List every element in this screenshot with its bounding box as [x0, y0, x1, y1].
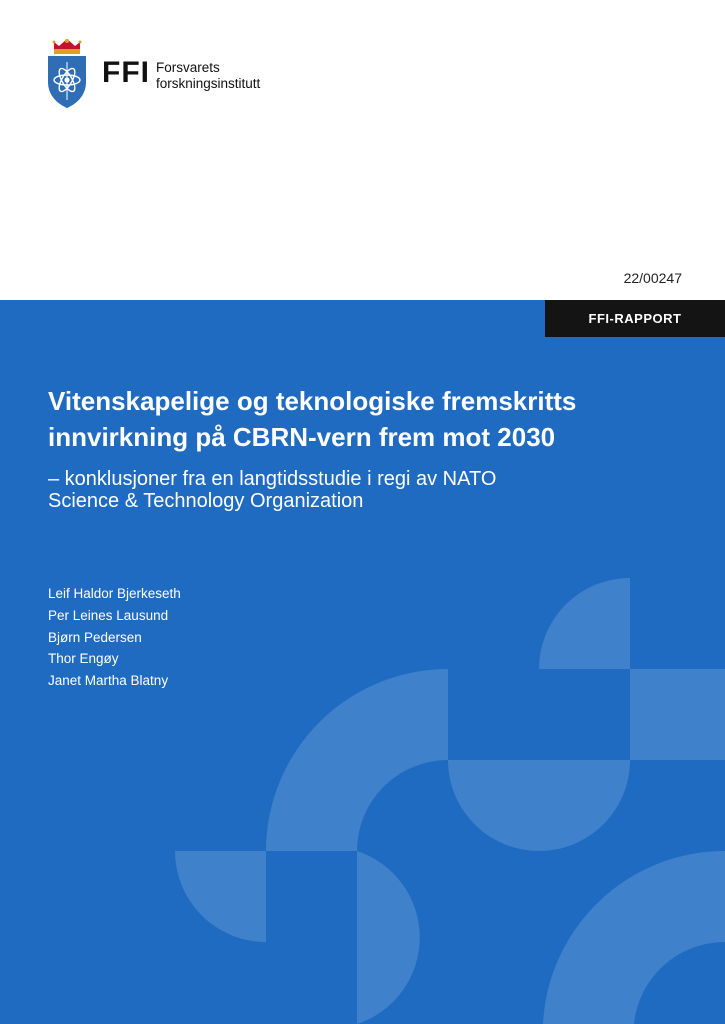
report-title-line2: innvirkning på CBRN-vern frem mot 2030 — [48, 422, 556, 452]
page-header — [0, 0, 725, 300]
report-title — [48, 383, 688, 455]
cover-panel — [0, 300, 725, 1024]
institute-name-line1: Forsvarets — [156, 60, 220, 75]
author-name: Leif Haldor Bjerkeseth — [48, 586, 181, 601]
author-name: Bjørn Pedersen — [48, 629, 142, 645]
institute-name-line2: forskningsinstitutt — [156, 76, 261, 91]
report-subtitle-line1: – konklusjoner fra en langtidsstudie i regi av NATO — [48, 468, 497, 490]
ffi-crest-icon — [46, 38, 88, 110]
author-list — [48, 583, 181, 692]
author-name: Per Leines Lausund — [48, 607, 169, 623]
report-subtitle — [48, 468, 688, 512]
ffi-logo — [46, 38, 286, 110]
report-title-line1: Vitenskapelige og teknologiske fremskritts — [48, 386, 577, 416]
report-subtitle-line2: Science & Technology Organization — [48, 490, 364, 512]
logo-abbreviation: FFI — [102, 56, 150, 89]
institute-name — [156, 60, 260, 92]
author-name: Thor Engøy — [48, 651, 119, 667]
report-number: 22/00247 — [623, 270, 682, 286]
author-name: Janet Martha Blatny — [48, 673, 169, 689]
report-type-badge: FFI-RAPPORT — [545, 300, 725, 337]
